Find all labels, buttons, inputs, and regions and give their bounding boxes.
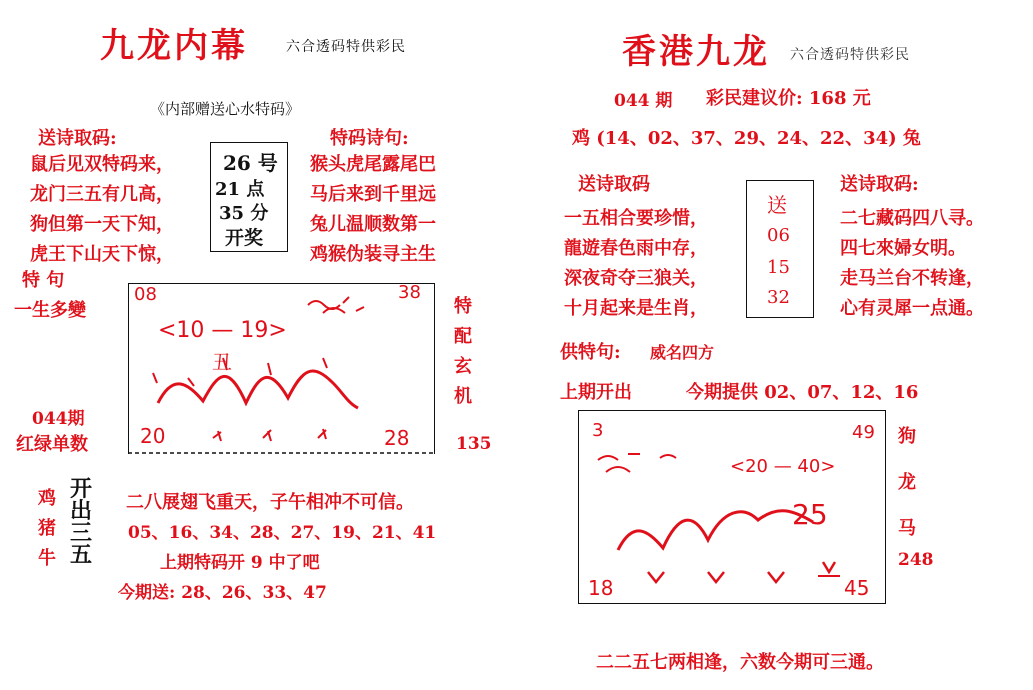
left-animal: 鸡 — [38, 488, 56, 509]
right-sketch-top-right: 49 — [852, 422, 875, 443]
right-gongte-text: 威名四方 — [650, 343, 715, 362]
right-poem-line: 走马兰台不转逢， — [840, 268, 984, 289]
left-kaichu — [70, 478, 92, 566]
right-footer: 二二五七两相逢，六数今期可三通。 — [596, 652, 884, 673]
right-poem-line: 二七藏码四八寻。 — [840, 208, 984, 229]
right-side-char: 马 — [898, 518, 916, 539]
right-poem-heading-left: 送诗取码 — [578, 174, 650, 195]
left-last-line: 上期特码开 9 中了吧 — [160, 553, 320, 573]
left-subtitle: 六合透码特供彩民 — [286, 39, 406, 55]
right-sketch-top-left: 3 — [592, 420, 604, 441]
left-verse: 二八展翅飞重天，子午相冲不可信。 — [126, 492, 414, 513]
left-poem — [30, 150, 174, 270]
left-box-line: 开奖 — [225, 227, 264, 249]
left-today-send: 今期送: 28、26、33、47 — [118, 583, 327, 603]
left-poem-heading: 送诗取码: — [38, 128, 117, 149]
left-sketch-bottom-left: 20 — [140, 424, 166, 448]
right-poem-line: 深夜奇夺三狼关， — [564, 268, 708, 289]
left-sketch-top-left: 08 — [134, 284, 157, 305]
right-poem-heading-right: 送诗取码: — [840, 174, 919, 195]
right-sketch — [578, 410, 888, 606]
right-sketch-bottom-right: 45 — [844, 576, 870, 600]
right-side-char: 狗 — [898, 426, 916, 447]
left-poem-line: 狗但第一天下知， — [30, 214, 174, 235]
right-title: 香港九龙 — [622, 32, 770, 72]
left-teju-label: 特 句 — [22, 270, 65, 291]
left-inner-title: 《内部赠送心水特码》 — [150, 100, 301, 118]
right-sketch-range: <20 — 40> — [730, 456, 836, 477]
left-box-line: 26 号 — [223, 151, 278, 175]
right-sketch-mid: 25 — [792, 498, 828, 531]
left-sketch-mid-char: 丑 — [212, 350, 232, 374]
right-gongte-label: 供特句: — [560, 342, 621, 363]
right-poem-right — [840, 204, 984, 324]
left-kaichu-char: 出 — [70, 498, 93, 524]
left-animal: 牛 — [38, 548, 56, 569]
left-numbers: 05、16、34、28、27、19、21、41 — [128, 523, 437, 543]
left-title: 九龙内幕 — [100, 26, 248, 66]
right-box-line: 送 — [767, 193, 787, 217]
left-tema-line: 鸡猴伪装寻主生 — [310, 244, 436, 265]
right-poem-left — [564, 204, 708, 324]
right-send-box — [746, 180, 814, 318]
right-subtitle: 六合透码特供彩民 — [790, 47, 910, 63]
left-sketch-bottom-right: 28 — [384, 426, 410, 450]
right-chicken-line: 鸡 (14、02、37、29、24、22、34) 兔 — [572, 128, 921, 149]
left-hongly: 红绿单数 — [16, 434, 88, 455]
right-poem-line: 心有灵犀一点通。 — [840, 298, 984, 319]
left-box-line: 35 分 — [219, 203, 269, 224]
left-side-char: 机 — [454, 386, 472, 407]
left-kaichu-char: 开 — [70, 476, 93, 502]
left-kaichu-char: 三 — [70, 520, 93, 546]
left-animals — [38, 484, 56, 574]
right-last-out: 上期开出 — [560, 382, 632, 403]
right-poem-line: 一五相合要珍惜， — [564, 208, 708, 229]
right-today-offer: 今期提供 02、07、12、16 — [686, 382, 919, 403]
right-box-line: 06 — [767, 225, 790, 246]
left-kaichu-char: 五 — [70, 542, 93, 568]
right-poem-line: 龍遊春色雨中存， — [564, 238, 708, 259]
right-price: 彩民建议价: 168 元 — [706, 88, 871, 109]
left-tema-heading: 特码诗句: — [330, 128, 409, 149]
right-side-char: 龙 — [898, 472, 916, 493]
left-period: 044期 — [32, 409, 85, 429]
left-animal: 猪 — [38, 518, 56, 539]
right-box-line: 32 — [767, 287, 790, 308]
left-box-line: 21 点 — [215, 179, 265, 200]
left-poem-line: 龙门三五有几高， — [30, 184, 174, 205]
left-side-char: 配 — [454, 326, 472, 347]
left-sketch-range: <10 — 19> — [158, 318, 287, 343]
right-poem-line: 四七來婦女明。 — [840, 238, 966, 259]
left-side-char: 玄 — [454, 356, 472, 377]
right-period: 044 期 — [614, 91, 673, 111]
left-tema-poem — [310, 150, 436, 270]
left-tema-line: 猴头虎尾露尾巴 — [310, 154, 436, 175]
left-poem-line: 鼠后见双特码来， — [30, 154, 174, 175]
left-poem-line: 虎王下山天下惊， — [30, 244, 174, 265]
right-side-number: 248 — [898, 550, 934, 570]
left-teju-text: 一生多變 — [14, 300, 86, 321]
left-sketch-top-right: 38 — [398, 282, 421, 303]
left-side-chars — [454, 292, 472, 412]
left-draw-time-box — [210, 142, 288, 252]
left-side-number: 135 — [456, 434, 492, 454]
left-tema-line: 马后来到千里远 — [310, 184, 436, 205]
right-box-line: 15 — [767, 257, 790, 278]
left-side-char: 特 — [454, 296, 472, 317]
right-side-chars — [898, 414, 916, 552]
left-tema-line: 兔儿温顺数第一 — [310, 214, 436, 235]
right-poem-line: 十月起来是生肖， — [564, 298, 708, 319]
right-sketch-bottom-left: 18 — [588, 576, 614, 600]
